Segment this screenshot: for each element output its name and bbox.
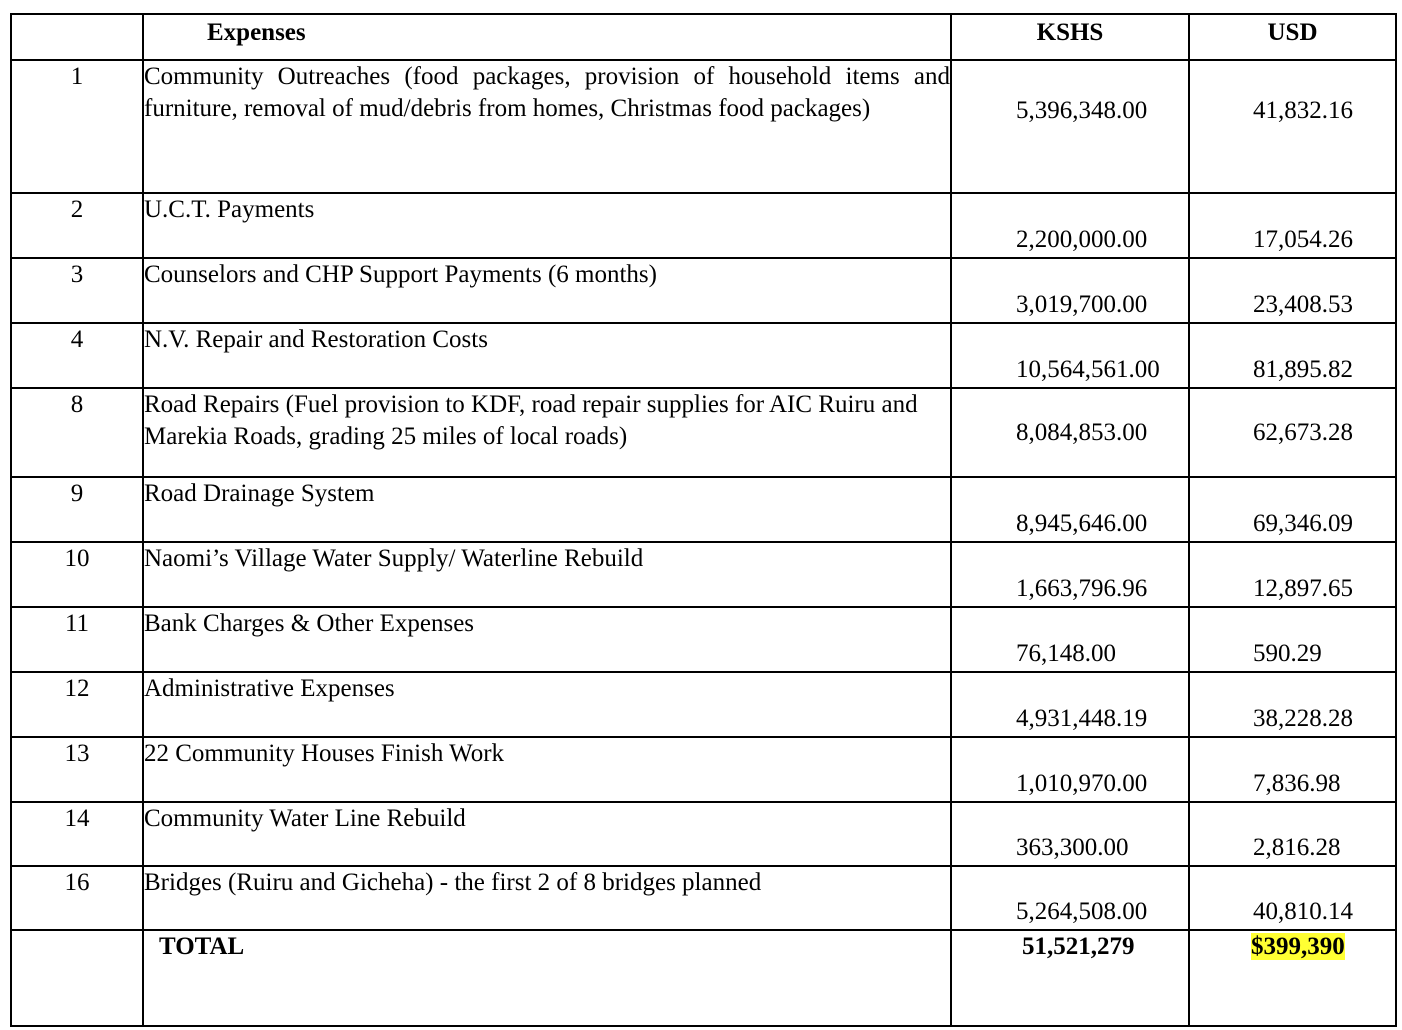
- row-number: 2: [11, 193, 143, 258]
- usd-value: 40,810.14: [1253, 898, 1353, 925]
- row-kshs: [951, 866, 1189, 930]
- usd-value: 2,816.28: [1253, 834, 1341, 861]
- row-number: 9: [11, 477, 143, 542]
- kshs-value: 2,200,000.00: [1016, 226, 1148, 253]
- table-row: [11, 672, 1396, 737]
- row-usd: [1189, 193, 1396, 258]
- row-kshs: [951, 477, 1189, 542]
- row-number: 11: [11, 607, 143, 672]
- usd-value: 23,408.53: [1253, 291, 1353, 318]
- row-number: 14: [11, 802, 143, 866]
- kshs-value: 5,264,508.00: [1016, 898, 1148, 925]
- row-number: 8: [11, 388, 143, 477]
- kshs-value: 1,010,970.00: [1016, 770, 1148, 797]
- row-usd: [1189, 323, 1396, 388]
- row-number: 1: [11, 60, 143, 193]
- usd-value: 38,228.28: [1253, 705, 1353, 732]
- row-description: Community Outreaches (food packages, provision of household items and furniture, removal of mud/debris from homes, Christmas food packages): [143, 60, 951, 193]
- row-kshs: [951, 258, 1189, 323]
- usd-value: 12,897.65: [1253, 575, 1353, 602]
- row-usd: [1189, 866, 1396, 930]
- row-description: Road Repairs (Fuel provision to KDF, road repair supplies for AIC Ruiru and Marekia Roads, grading 25 miles of local roads): [143, 388, 951, 477]
- total-label: TOTAL: [143, 930, 951, 1026]
- row-description: Bridges (Ruiru and Gicheha) - the first 2 of 8 bridges planned: [143, 866, 951, 930]
- expenses-table: [10, 13, 1397, 1027]
- header-number: [11, 14, 143, 60]
- row-description: 22 Community Houses Finish Work: [143, 737, 951, 802]
- usd-value: 69,346.09: [1253, 510, 1353, 537]
- row-usd: [1189, 388, 1396, 477]
- row-kshs: [951, 60, 1189, 193]
- row-description: Administrative Expenses: [143, 672, 951, 737]
- row-usd: [1189, 258, 1396, 323]
- row-usd: [1189, 477, 1396, 542]
- header-expenses: Expenses: [143, 14, 951, 60]
- usd-value: 17,054.26: [1253, 226, 1353, 253]
- usd-value: 7,836.98: [1253, 770, 1341, 797]
- kshs-value: 8,084,853.00: [1016, 419, 1148, 446]
- table-row: [11, 193, 1396, 258]
- total-row: [11, 930, 1396, 1026]
- row-description: Bank Charges & Other Expenses: [143, 607, 951, 672]
- kshs-value: 363,300.00: [1016, 834, 1129, 861]
- table-row: [11, 60, 1396, 193]
- row-kshs: [951, 802, 1189, 866]
- usd-value: 81,895.82: [1253, 356, 1353, 383]
- row-usd: [1189, 672, 1396, 737]
- row-usd: [1189, 542, 1396, 607]
- row-kshs: [951, 542, 1189, 607]
- usd-value: 62,673.28: [1253, 419, 1353, 446]
- table-row: [11, 607, 1396, 672]
- usd-value: 41,832.16: [1253, 97, 1353, 124]
- row-number: 12: [11, 672, 143, 737]
- table-row: [11, 477, 1396, 542]
- row-usd: [1189, 60, 1396, 193]
- row-number: 3: [11, 258, 143, 323]
- row-description: Counselors and CHP Support Payments (6 months): [143, 258, 951, 323]
- row-description: Naomi’s Village Water Supply/ Waterline Rebuild: [143, 542, 951, 607]
- row-number: 16: [11, 866, 143, 930]
- table-row: [11, 388, 1396, 477]
- row-usd: [1189, 607, 1396, 672]
- row-description: U.C.T. Payments: [143, 193, 951, 258]
- row-kshs: [951, 607, 1189, 672]
- row-number: 13: [11, 737, 143, 802]
- total-kshs: 51,521,279: [951, 930, 1189, 1026]
- table-row: [11, 737, 1396, 802]
- table-row: [11, 258, 1396, 323]
- row-description: Community Water Line Rebuild: [143, 802, 951, 866]
- usd-value: 590.29: [1253, 640, 1322, 667]
- row-kshs: [951, 323, 1189, 388]
- row-kshs: [951, 737, 1189, 802]
- table-row: [11, 323, 1396, 388]
- row-description: Road Drainage System: [143, 477, 951, 542]
- row-kshs: [951, 388, 1189, 477]
- header-usd: USD: [1189, 14, 1396, 60]
- table-row: [11, 802, 1396, 866]
- total-usd-highlighted: $399,390: [1251, 933, 1345, 960]
- kshs-value: 4,931,448.19: [1016, 705, 1148, 732]
- header-kshs: KSHS: [951, 14, 1189, 60]
- table-row: [11, 542, 1396, 607]
- row-kshs: [951, 193, 1189, 258]
- row-kshs: [951, 672, 1189, 737]
- total-usd-cell: [1189, 930, 1396, 1026]
- total-number-cell: [11, 930, 143, 1026]
- row-number: 4: [11, 323, 143, 388]
- kshs-value: 10,564,561.00: [1016, 356, 1160, 383]
- row-usd: [1189, 802, 1396, 866]
- kshs-value: 5,396,348.00: [1016, 97, 1148, 124]
- row-usd: [1189, 737, 1396, 802]
- kshs-value: 3,019,700.00: [1016, 291, 1148, 318]
- kshs-value: 1,663,796.96: [1016, 575, 1148, 602]
- kshs-value: 8,945,646.00: [1016, 510, 1148, 537]
- header-row: [11, 14, 1396, 60]
- kshs-value: 76,148.00: [1016, 640, 1116, 667]
- row-description: N.V. Repair and Restoration Costs: [143, 323, 951, 388]
- row-number: 10: [11, 542, 143, 607]
- table-row: [11, 866, 1396, 930]
